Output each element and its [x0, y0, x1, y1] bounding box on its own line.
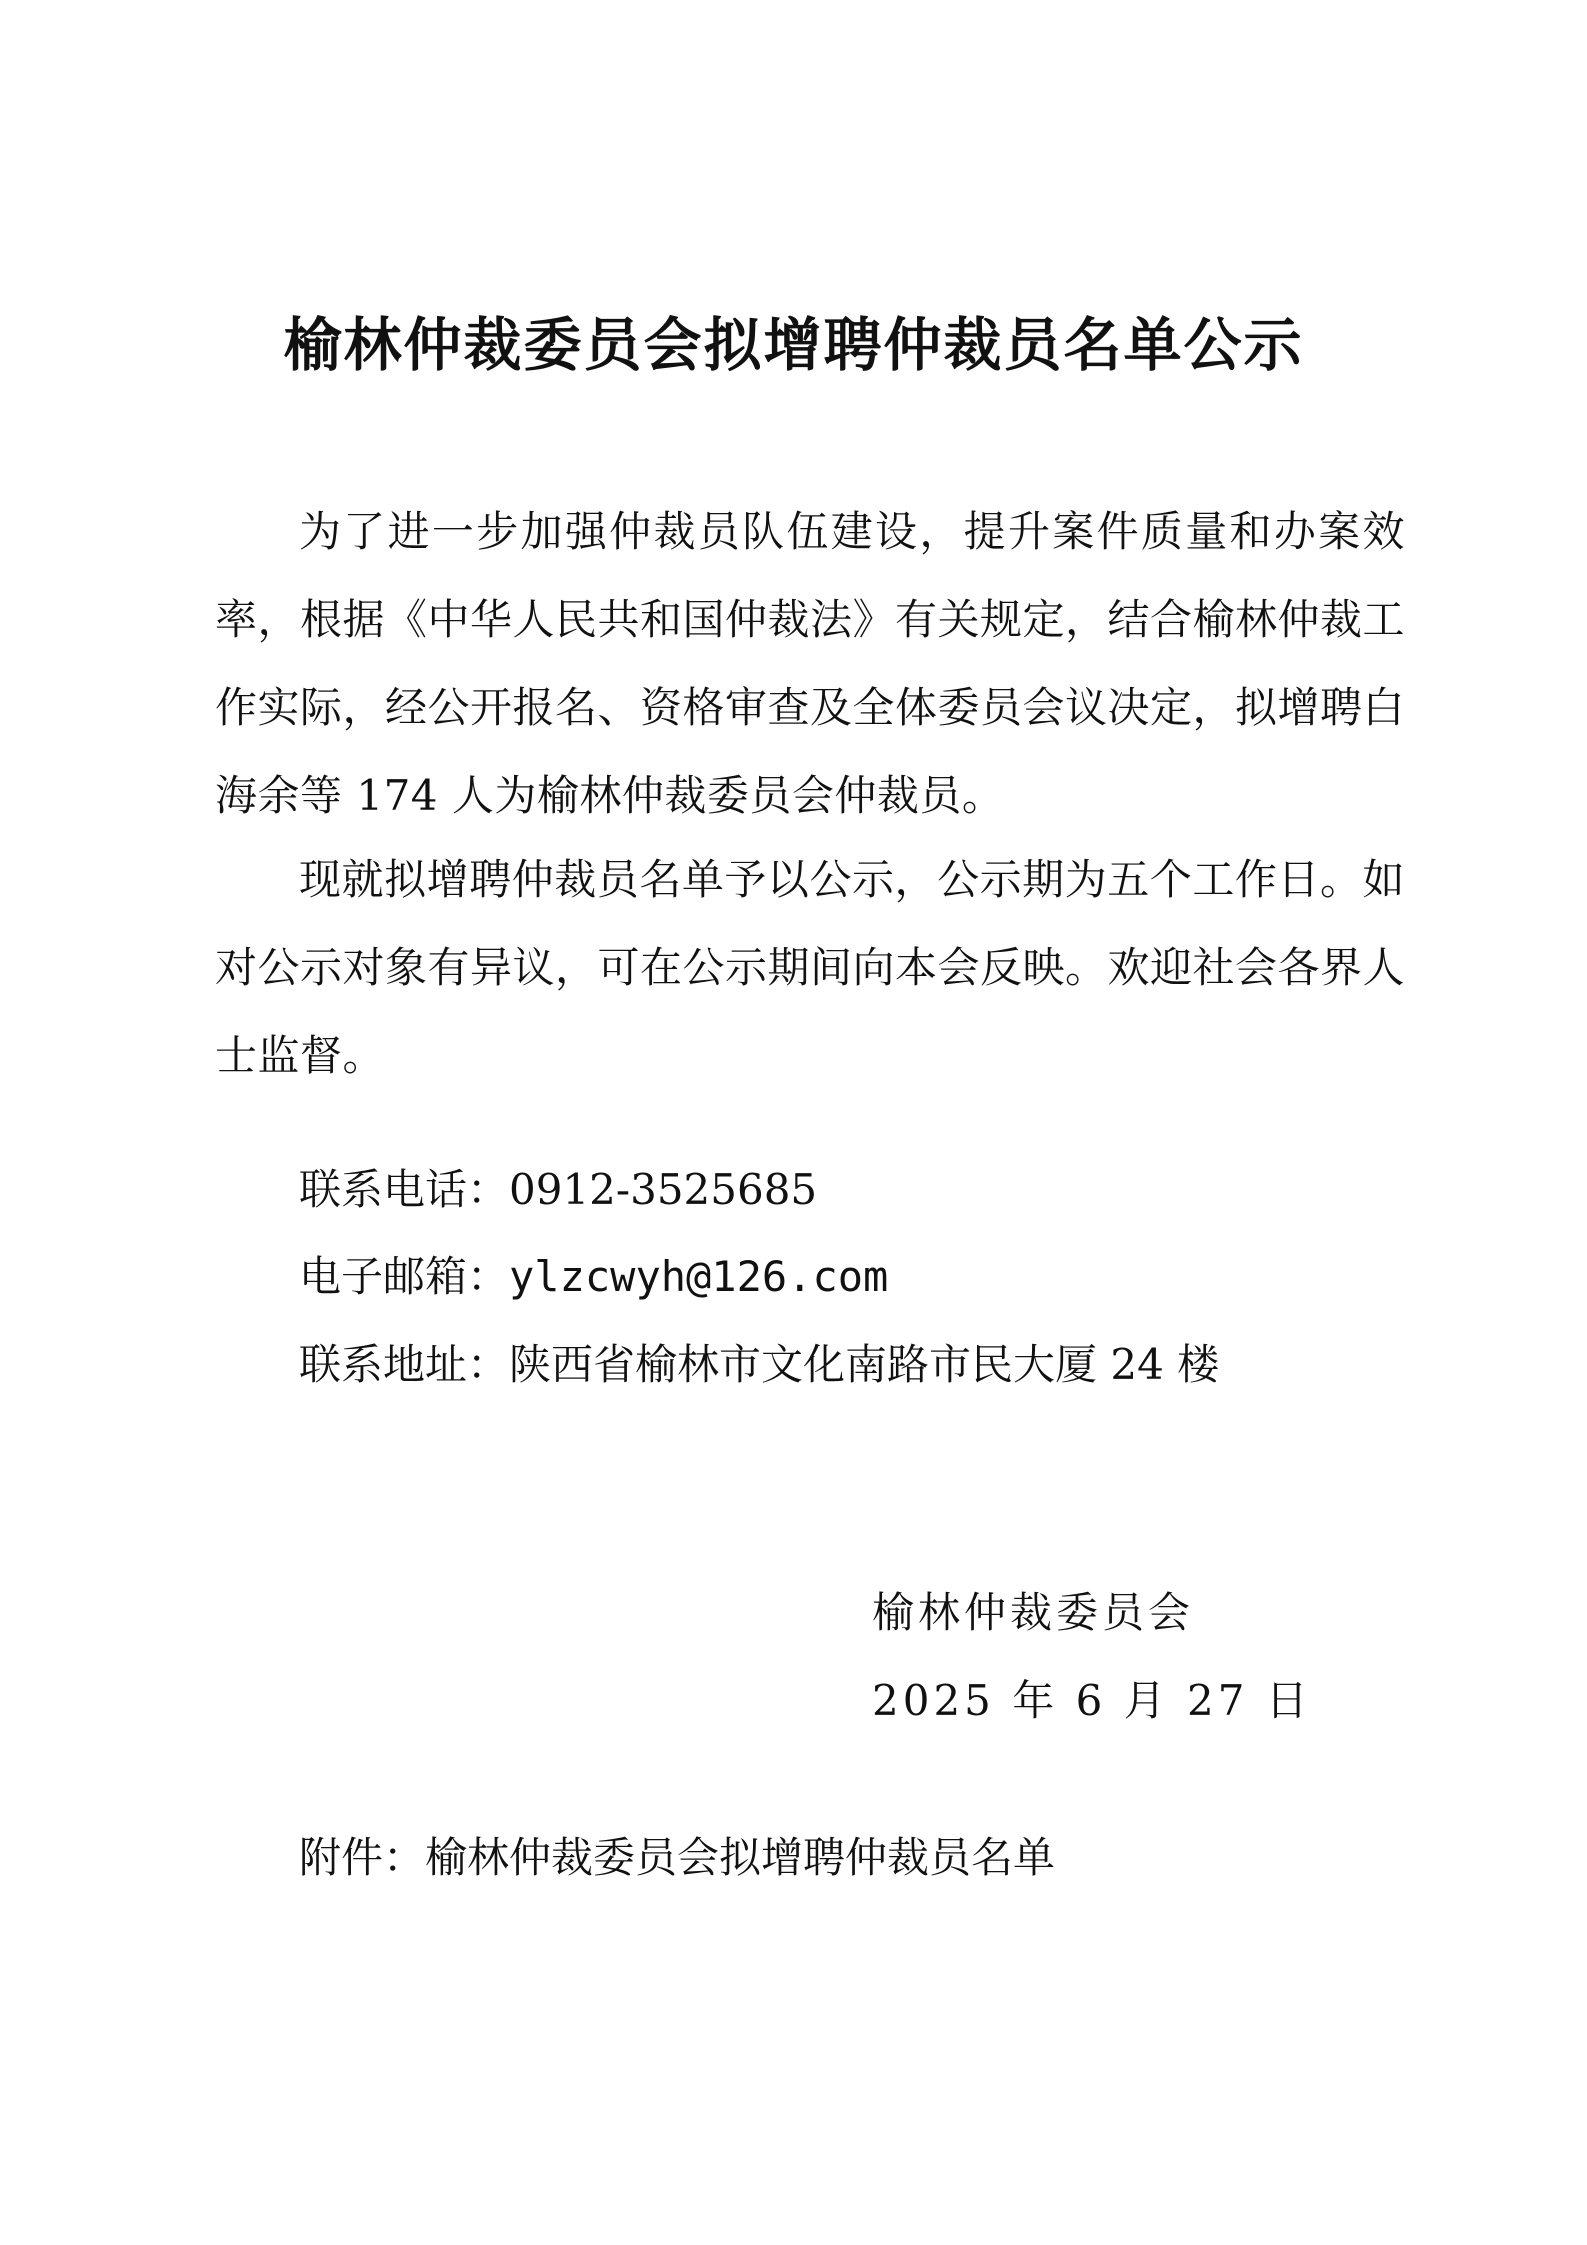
- contact-email-label: 电子邮箱：: [299, 1252, 510, 1301]
- contact-phone-value: 0912-3525685: [509, 1165, 818, 1214]
- contact-address-label: 联系地址：: [299, 1340, 510, 1389]
- attachment-line: [299, 1828, 1055, 1888]
- contact-email-value: ylzcwyh@126.com: [509, 1252, 889, 1301]
- body-paragraph-2: 现就拟增聘仲裁员名单予以公示，公示期为五个工作日。如对公示对象有异议，可在公示期间向本会反映。欢迎社会各界人士监督。: [215, 855, 1406, 1080]
- body-paragraph-1: 为了进一步加强仲裁员队伍建设，提升案件质量和办案效率，根据《中华人民共和国仲裁法》有关规定，结合榆林仲裁工作实际，经公开报名、资格审查及全体委员会议决定，拟增聘白海余等 174 人为榆林仲裁委员会仲裁员。: [215, 507, 1406, 820]
- document-title: 榆林仲裁委员会拟增聘仲裁员名单公示: [283, 311, 1304, 379]
- signature-organization: 榆林仲裁委员会: [872, 1588, 1195, 1637]
- attachment-label: 附件：: [299, 1833, 426, 1882]
- contact-phone-label: 联系电话：: [299, 1165, 510, 1214]
- contact-address: [299, 1335, 1219, 1395]
- contact-email: [299, 1247, 888, 1307]
- signature-date: 2025 年 6 月 27 日: [872, 1676, 1312, 1725]
- contact-phone: [299, 1160, 817, 1220]
- contact-address-value: 陕西省榆林市文化南路市民大厦 24 楼: [509, 1340, 1220, 1389]
- attachment-value: 榆林仲裁委员会拟增聘仲裁员名单: [425, 1833, 1056, 1882]
